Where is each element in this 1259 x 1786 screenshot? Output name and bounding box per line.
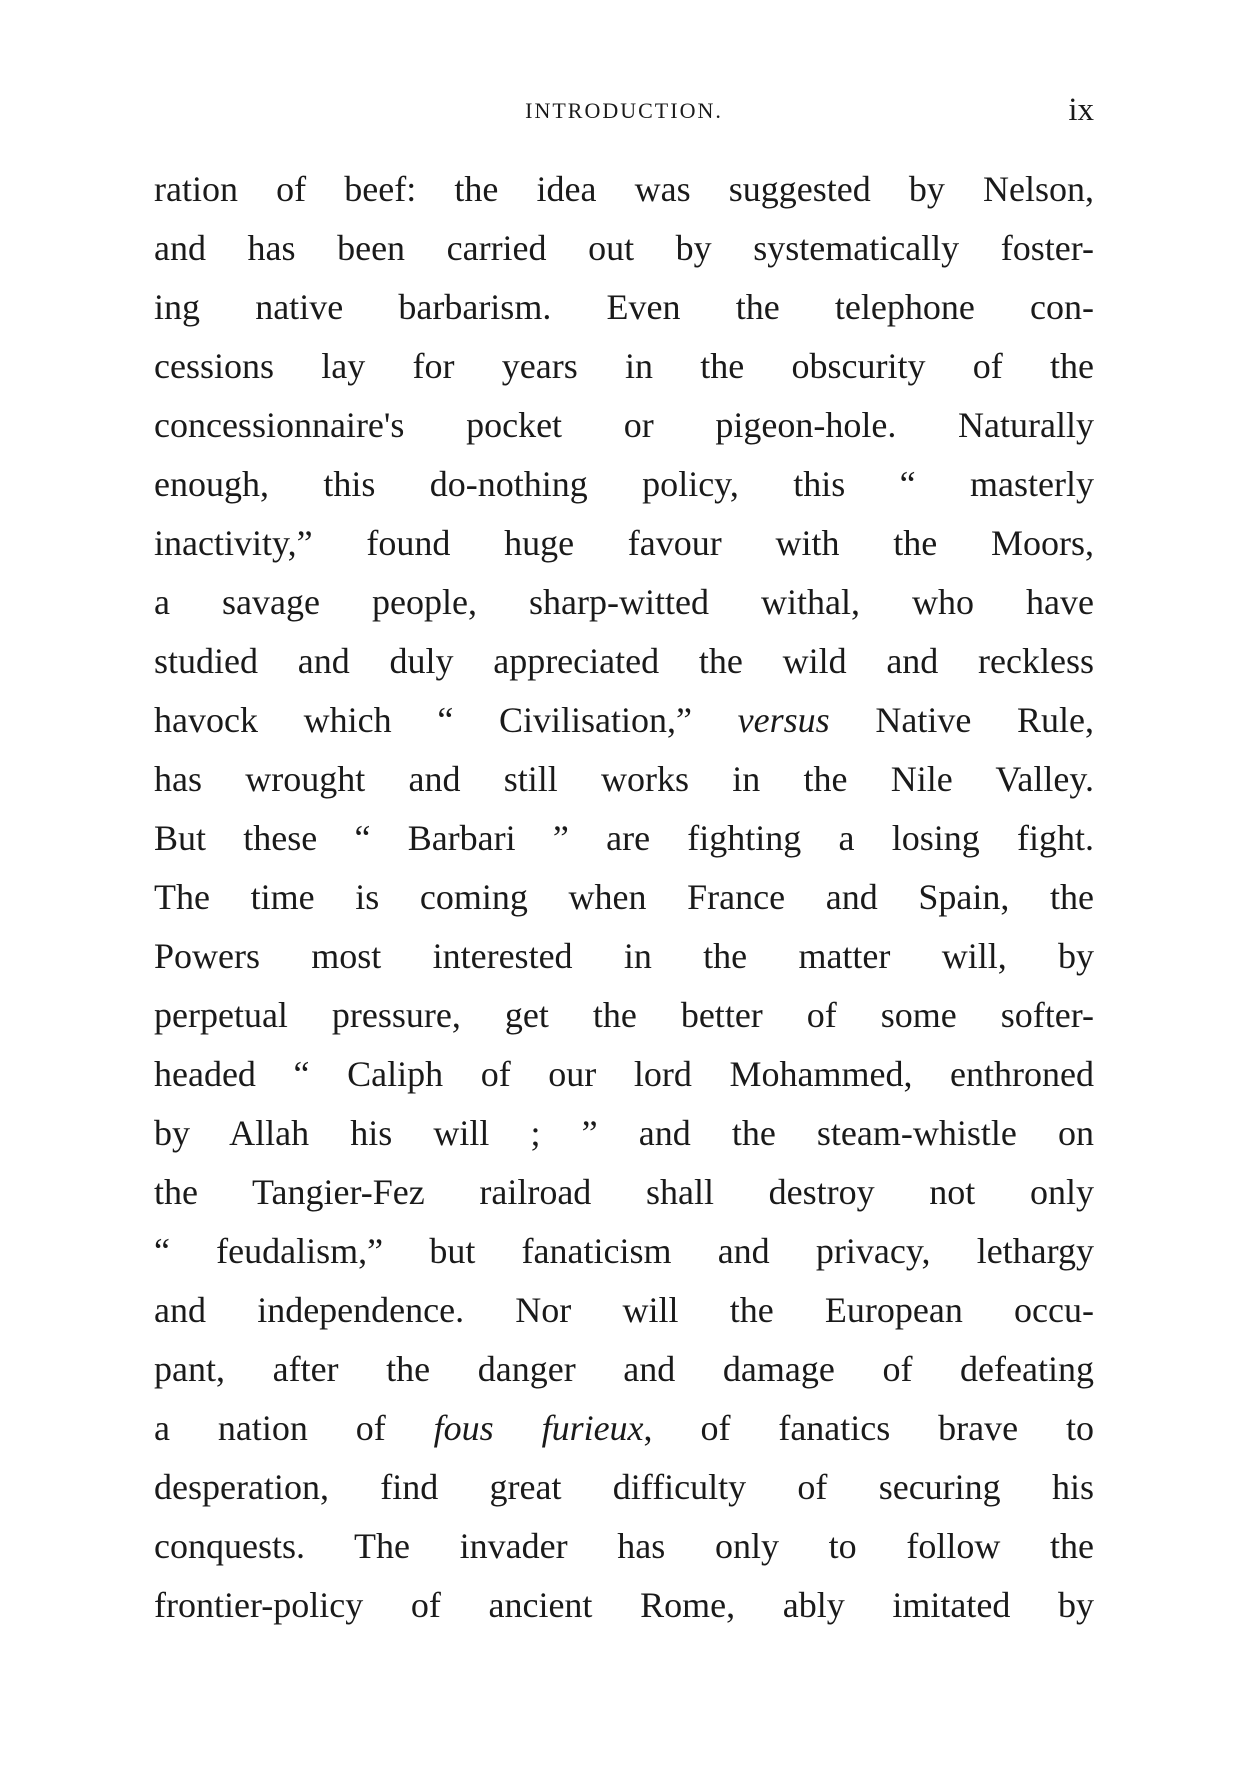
text-line: studied and duly appreciated the wild and reckless [154,641,1094,681]
text-line: by Allah his will ; ” and the steam-whistle on [154,1113,1094,1153]
text-line-with-italic [154,1399,1094,1458]
text-line: the Tangier-Fez railroad shall destroy not only [154,1172,1094,1212]
text-line-with-italic [154,691,1094,750]
text-line: But these “ Barbari ” are fighting a losing fight. [154,818,1094,858]
line-text-after-italic: , of fanatics brave to [643,1408,1095,1448]
line-text-after-italic: Native Rule, [829,700,1095,740]
text-line: concessionnaire's pocket or pigeon-hole. Naturally [154,405,1094,445]
italic-phrase: fous furieux [433,1408,644,1448]
text-line: pant, after the danger and damage of defeating [154,1349,1094,1389]
text-line: headed “ Caliph of our lord Mohammed, enthroned [154,1054,1094,1094]
body-text [154,160,1094,1635]
line-text-before-italic: a nation of [154,1408,434,1448]
running-title: INTRODUCTION. [525,98,723,123]
text-line: conquests. The invader has only to follow the [154,1526,1094,1566]
text-line: Powers most interested in the matter will, by [154,936,1094,976]
text-line: cessions lay for years in the obscurity of the [154,346,1094,386]
line-text-before-italic: havock which “ Civilisation,” [154,700,738,740]
text-line: enough, this do-nothing policy, this “ masterly [154,464,1094,504]
text-line: and has been carried out by systematically foster- [154,228,1094,268]
text-line: and independence. Nor will the European occu- [154,1290,1094,1330]
text-line: ration of beef: the idea was suggested by Nelson, [154,169,1094,209]
text-line: The time is coming when France and Spain, the [154,877,1094,917]
italic-word: versus [737,700,830,740]
text-line: perpetual pressure, get the better of some softer- [154,995,1094,1035]
text-line: frontier-policy of ancient Rome, ably imitated by [154,1585,1094,1625]
text-line: inactivity,” found huge favour with the Moors, [154,523,1094,563]
text-line: desperation, find great difficulty of securing his [154,1467,1094,1507]
text-line: “ feudalism,” but fanaticism and privacy, lethargy [154,1231,1094,1271]
page-number: ix [1068,92,1094,128]
text-line: a savage people, sharp-witted withal, who have [154,582,1094,622]
text-line: has wrought and still works in the Nile Valley. [154,759,1094,799]
running-head [154,92,1094,128]
text-line: ing native barbarism. Even the telephone con- [154,287,1094,327]
